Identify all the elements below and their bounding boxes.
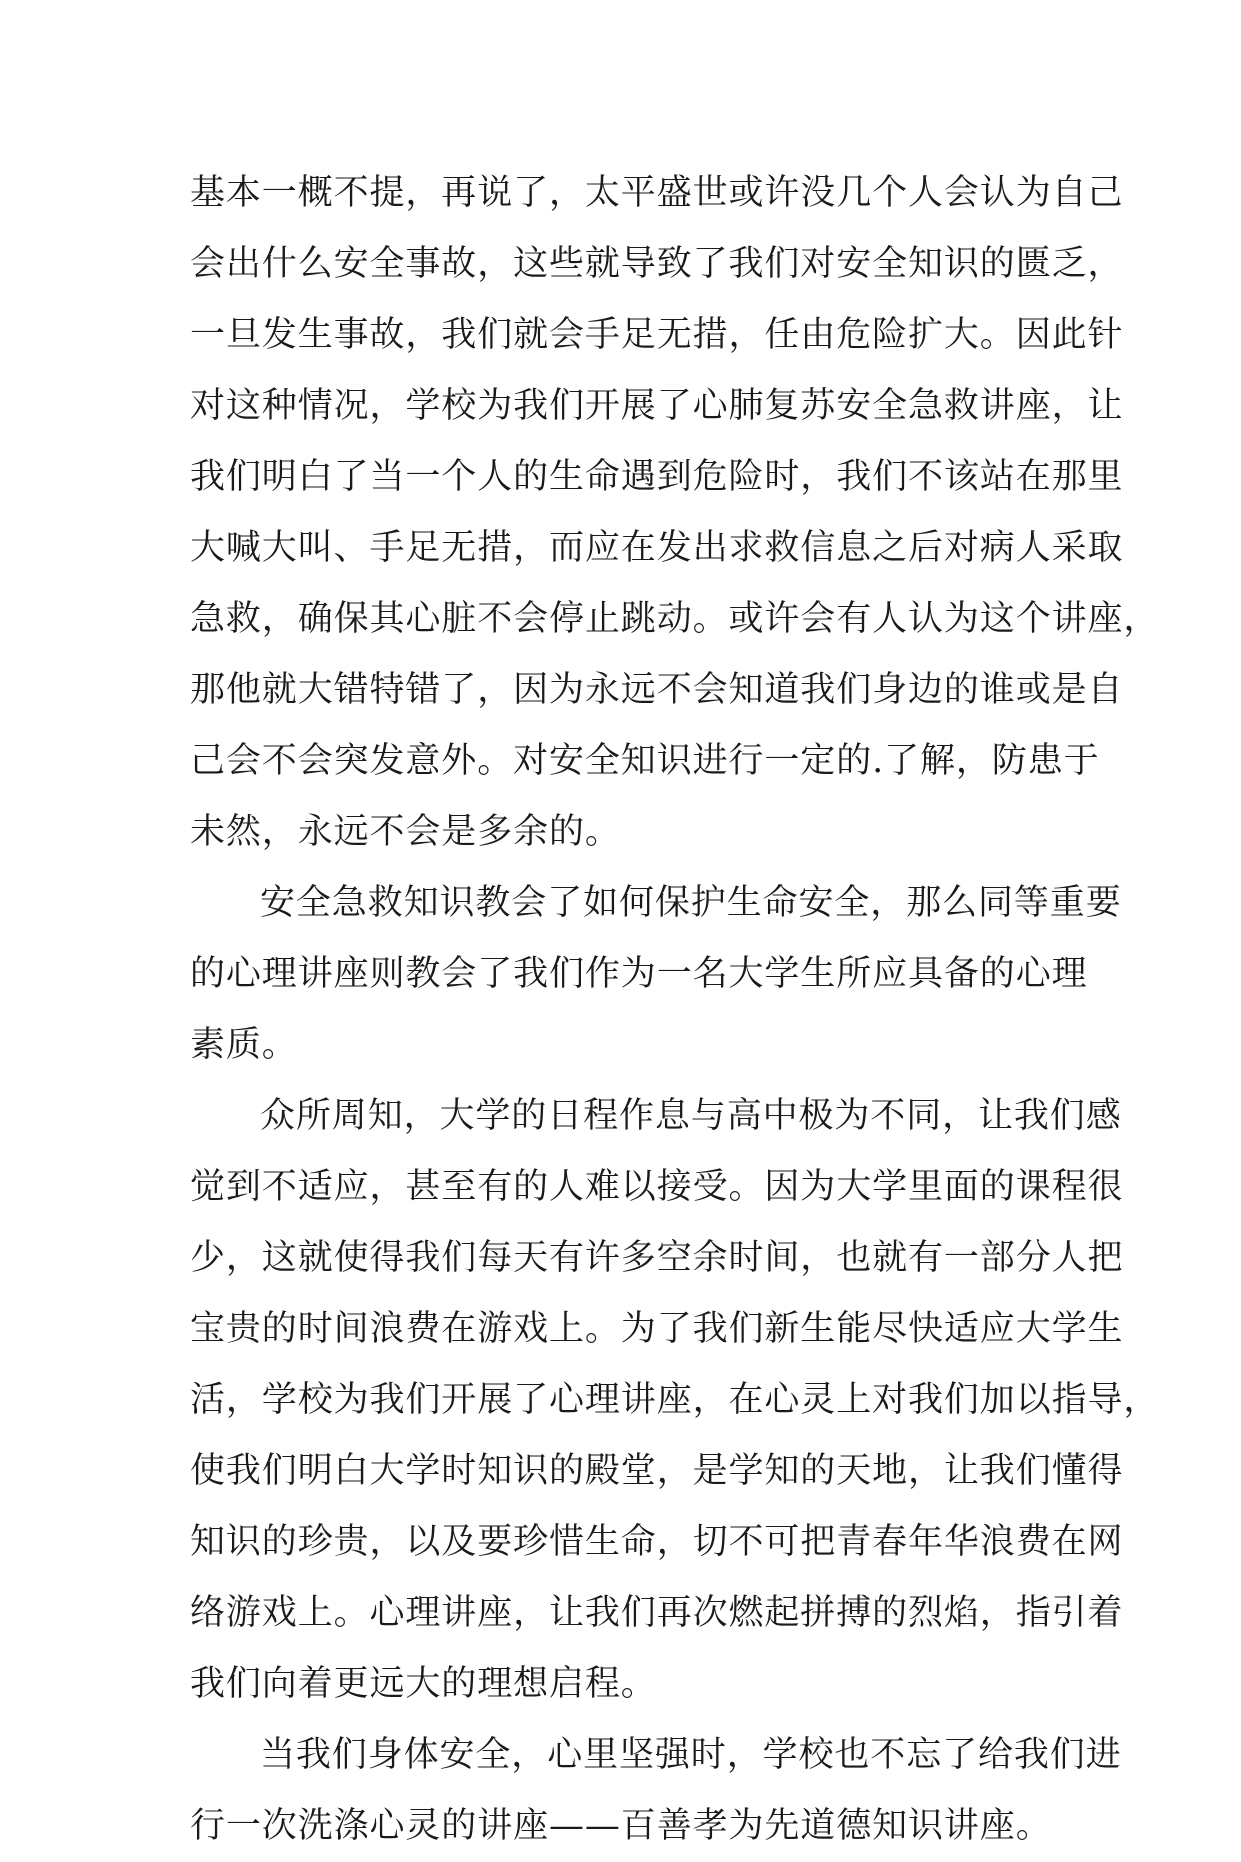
text-line: 素质。 <box>190 1025 298 1065</box>
text-line: 知识的珍贵，以及要珍惜生命，切不可把青春年华浪费在网 <box>190 1522 1124 1562</box>
paragraph-first-line: 安全急救知识教会了如何保护生命安全，那么同等重要 <box>260 883 1122 923</box>
text-line: 使我们明白大学时知识的殿堂，是学知的天地，让我们懂得 <box>190 1451 1124 1491</box>
text-line: 宝贵的时间浪费在游戏上。为了我们新生能尽快适应大学生 <box>190 1309 1124 1349</box>
text-line: 未然，永远不会是多余的。 <box>190 812 621 852</box>
text-line: 行一次洗涤心灵的讲座——百善孝为先道德知识讲座。 <box>190 1806 1052 1846</box>
text-line: 急救，确保其心脏不会停止跳动。或许会有人认为这个讲座， <box>190 599 1160 639</box>
text-line: 少，这就使得我们每天有许多空余时间，也就有一部分人把 <box>190 1238 1124 1278</box>
text-line: 活，学校为我们开展了心理讲座，在心灵上对我们加以指导， <box>190 1380 1160 1420</box>
text-line: 大喊大叫、手足无措，而应在发出求救信息之后对病人采取 <box>190 528 1124 568</box>
paragraph-first-line: 众所周知，大学的日程作息与高中极为不同，让我们感 <box>260 1096 1122 1136</box>
text-line: 我们明白了当一个人的生命遇到危险时，我们不该站在那里 <box>190 457 1124 497</box>
text-line: 我们向着更远大的理想启程。 <box>190 1664 657 1704</box>
text-line: 一旦发生事故，我们就会手足无措，任由危险扩大。因此针 <box>190 315 1124 355</box>
text-line: 那他就大错特错了，因为永远不会知道我们身边的谁或是自 <box>190 670 1124 710</box>
text-line: 己会不会突发意外。对安全知识进行一定的.了解，防患于 <box>190 741 1100 781</box>
text-line: 基本一概不提，再说了，太平盛世或许没几个人会认为自己 <box>190 173 1124 213</box>
text-line: 络游戏上。心理讲座，让我们再次燃起拼搏的烈焰，指引着 <box>190 1593 1124 1633</box>
paragraph-first-line: 当我们身体安全，心里坚强时，学校也不忘了给我们进 <box>260 1735 1122 1775</box>
document-body <box>190 158 1160 1862</box>
text-line: 会出什么安全事故，这些就导致了我们对安全知识的匮乏， <box>190 244 1124 284</box>
text-line: 觉到不适应，甚至有的人难以接受。因为大学里面的课程很 <box>190 1167 1124 1207</box>
text-line: 对这种情况，学校为我们开展了心肺复苏安全急救讲座，让 <box>190 386 1124 426</box>
text-line: 的心理讲座则教会了我们作为一名大学生所应具备的心理 <box>190 954 1088 994</box>
